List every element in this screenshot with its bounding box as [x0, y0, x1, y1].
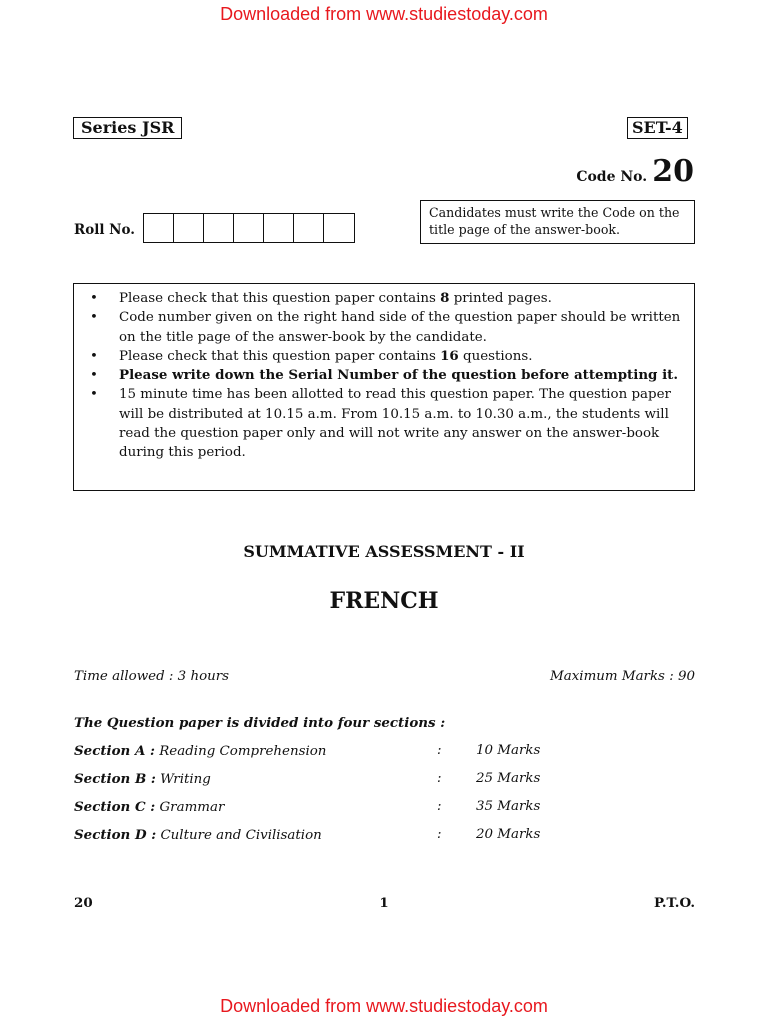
section-marks: 10 Marks: [476, 743, 541, 758]
section-marks: 25 Marks: [476, 771, 541, 786]
footer-code: 20: [74, 895, 93, 911]
code-note-box: Candidates must write the Code on the title page of the answer-book.: [420, 200, 695, 244]
download-banner-top: Downloaded from www.studiestoday.com: [220, 4, 548, 24]
roll-cell[interactable]: [234, 214, 264, 242]
code-number: [576, 154, 694, 189]
page-number: 1: [379, 895, 389, 911]
roll-number-boxes[interactable]: [143, 213, 355, 243]
section-name: Culture and Civilisation: [160, 828, 322, 843]
instruction-item: • Please check that this question paper contains 16 questions.: [82, 347, 686, 366]
section-label: Section A :: [74, 743, 155, 759]
instruction-item: • 15 minute time has been allotted to read this question paper. The question paper will be distributed at 10.15 a.m. From 10.15 a.m. to 10.30 a.m., the students will read the question paper only and will not write any answer on the answer-book during this period.: [82, 385, 686, 462]
section-row: [74, 743, 674, 763]
set-label: SET-4: [627, 117, 688, 139]
section-colon: :: [437, 827, 442, 842]
section-name: Reading Comprehension: [159, 744, 327, 759]
code-label: Code No.: [576, 169, 648, 185]
roll-cell[interactable]: [324, 214, 354, 242]
instructions-box: [73, 283, 695, 491]
roll-cell[interactable]: [144, 214, 174, 242]
section-marks: 20 Marks: [476, 827, 541, 842]
bullet-icon: •: [90, 387, 98, 403]
download-banner-bottom: Downloaded from www.studiestoday.com: [220, 996, 548, 1016]
section-colon: :: [437, 743, 442, 758]
section-row: [74, 771, 674, 791]
subject-title: FRENCH: [329, 588, 439, 614]
bullet-icon: •: [90, 310, 98, 326]
section-label: Section B :: [74, 771, 156, 787]
pto-label: P.T.O.: [654, 895, 695, 911]
instruction-item: • Please write down the Serial Number of the question before attempting it.: [82, 366, 686, 385]
roll-cell[interactable]: [264, 214, 294, 242]
section-name: Grammar: [159, 800, 225, 815]
series-label: Series JSR: [73, 117, 182, 139]
maximum-marks: Maximum Marks : 90: [550, 669, 695, 684]
code-value: 20: [652, 154, 694, 189]
section-label: Section C :: [74, 799, 156, 815]
roll-label: Roll No.: [74, 222, 135, 238]
section-name: Writing: [160, 772, 211, 787]
bullet-icon: •: [90, 291, 98, 306]
section-label: Section D :: [74, 827, 157, 843]
section-marks: 35 Marks: [476, 799, 541, 814]
time-allowed: Time allowed : 3 hours: [74, 669, 230, 684]
instruction-item: • Please check that this question paper contains 8 printed pages.: [82, 289, 686, 308]
section-colon: :: [437, 799, 442, 814]
section-row: [74, 827, 674, 847]
assessment-title: SUMMATIVE ASSESSMENT - II: [243, 542, 525, 561]
section-colon: :: [437, 771, 442, 786]
roll-cell[interactable]: [174, 214, 204, 242]
bullet-icon: •: [90, 348, 98, 364]
sections-intro: The Question paper is divided into four sections :: [74, 715, 446, 731]
roll-cell[interactable]: [204, 214, 234, 242]
instruction-item: • Code number given on the right hand side of the question paper should be written on the title page of the answer-book by the candidate.: [82, 308, 686, 347]
roll-cell[interactable]: [294, 214, 324, 242]
bullet-icon: •: [90, 368, 98, 384]
section-row: [74, 799, 674, 819]
